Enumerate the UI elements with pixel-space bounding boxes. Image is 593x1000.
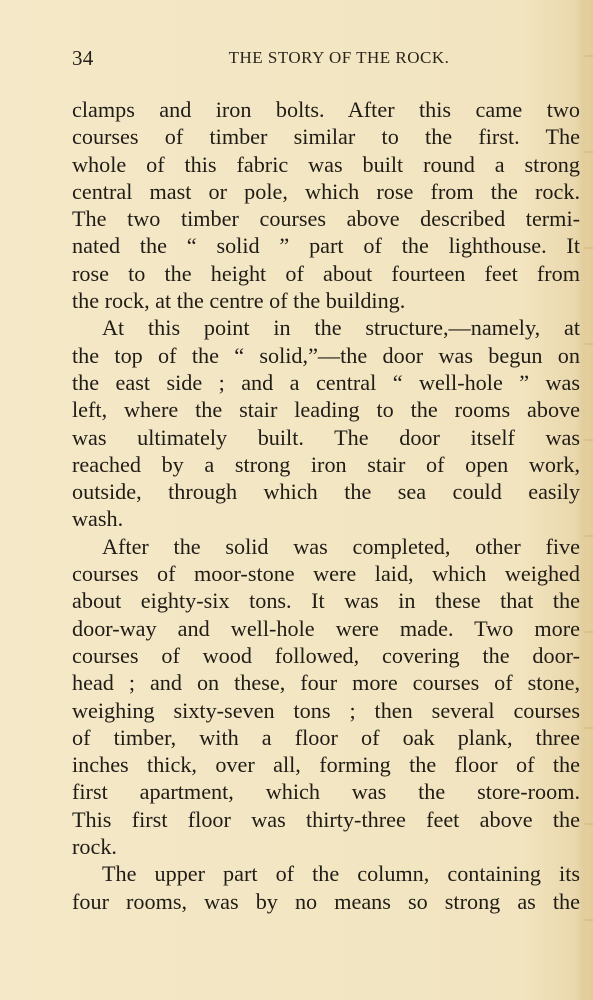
text-line: At this point in the structure,—namely, at [102,315,580,341]
text-line: the top of the “ solid,”—the door was begun on [72,342,580,368]
text-line: whole of this fabric was built round a strong [72,151,580,177]
text-line: central mast or pole, which rose from the rock. [72,178,580,204]
paragraph [72,96,580,314]
text-line: wash. [72,506,124,532]
text-line: about eighty-six tons. It was in these that the [72,588,580,614]
text-line: After the solid was completed, other five [102,533,580,559]
text-line: The upper part of the column, containing its [102,861,580,887]
text-line: reached by a strong iron stair of open work, [72,451,580,477]
body-text [72,96,580,915]
text-line: This first floor was thirty-three feet above the [72,806,580,832]
text-line: inches thick, over all, forming the floor of the [72,752,580,778]
text-line: nated the “ solid ” part of the lighthouse. It [72,233,580,259]
text-line: first apartment, which was the store-room. [72,779,580,805]
text-line: clamps and iron bolts. After this came two [72,97,580,122]
text-line: rock. [72,834,117,860]
text-line: of timber, with a floor of oak plank, three [72,724,580,750]
paragraph [72,533,580,861]
text-line: left, where the stair leading to the rooms above [72,397,580,423]
text-line: courses of moor-stone were laid, which weighed [72,561,580,587]
text-line: courses of timber similar to the first. The [72,124,580,150]
page-header [72,43,582,73]
text-line: rose to the height of about fourteen feet from [72,260,580,286]
text-line: courses of wood followed, covering the door- [72,642,580,668]
page-edge [585,0,593,1000]
text-line: weighing sixty-seven tons ; then several courses [72,697,580,723]
text-line: the east side ; and a central “ well-hole ” was [72,369,580,395]
text-line: four rooms, was by no means so strong as the [72,888,580,914]
page-number: 34 [72,46,94,70]
running-title: THE STORY OF THE ROCK. [228,48,450,67]
text-line: was ultimately built. The door itself was [72,424,580,450]
paragraph [72,314,580,532]
text-line: outside, through which the sea could easily [72,479,580,505]
text-line: The two timber courses above described termi- [72,206,580,232]
text-line: the rock, at the centre of the building. [72,288,406,314]
text-line: head ; and on these, four more courses of stone, [72,670,580,696]
paragraph [72,860,580,915]
text-line: door-way and well-hole were made. Two more [72,615,580,641]
